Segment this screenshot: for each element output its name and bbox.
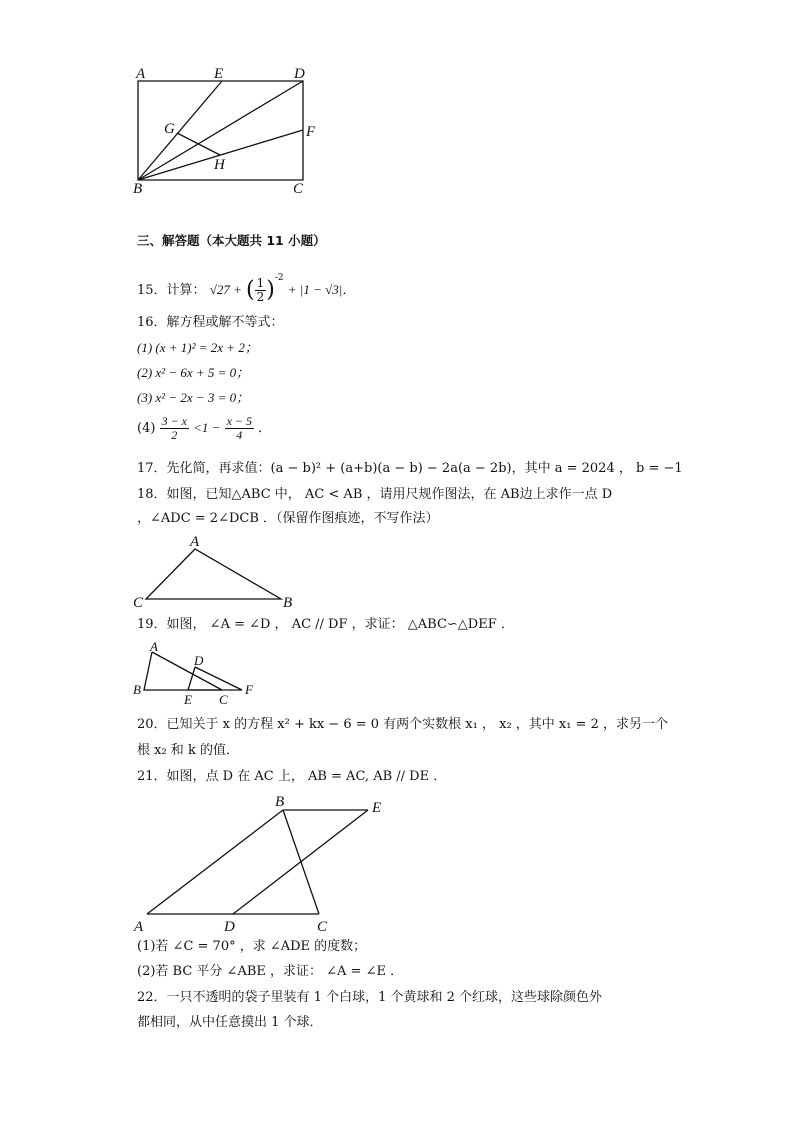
par-label-B: B <box>275 794 285 810</box>
q15-paren-close: ) <box>266 277 275 303</box>
label-D: D <box>294 66 305 82</box>
q15-expr-a: √27 + <box>209 282 242 297</box>
q16-part2: (2) x² − 6x + 5 = 0； <box>137 365 250 380</box>
question-17: 17．先化简，再求值：(a − b)² + (a+b)(a − b) − 2a(a − 2b)，其中 a = 2024 ， b = −1 <box>137 461 683 476</box>
q16-p4-num2: x − 5 <box>226 414 253 428</box>
q15-frac-den: 2 <box>256 290 265 304</box>
tri-label-A: A <box>190 534 200 550</box>
sim-label-D: D <box>194 653 204 668</box>
q18-line1: 18．如图，已知△ABC 中， AC < AB ，请用尺规作图法，在 AB边上求作一点 D <box>137 487 613 502</box>
segment-de <box>233 810 368 914</box>
q16-p4-frac1 <box>160 415 189 442</box>
q16-part1: (1) (x + 1)² = 2x + 2； <box>137 340 258 355</box>
label-C: C <box>293 181 304 197</box>
question-15 <box>137 274 355 304</box>
rectangle-figure <box>0 0 316 197</box>
q16-p4-label: (4) <box>137 421 156 437</box>
label-H: H <box>214 157 225 173</box>
tri-label-C: C <box>133 595 144 611</box>
section-heading: 三、解答题（本大题共 11 小题） <box>137 233 326 248</box>
segment-be <box>138 81 222 180</box>
tri-label-B: B <box>283 595 293 611</box>
sim-label-B: B <box>133 682 141 697</box>
par-label-A: A <box>134 919 144 935</box>
q20-line1: 20．已知关于 x 的方程 x² + kx − 6 = 0 有两个实数根 x₁ ， x₂ ，其中 x₁ = 2 ，求另一个 <box>137 717 669 732</box>
q15-lead: 15．计算： <box>137 283 206 298</box>
question-19: 19．如图， ∠A = ∠D ， AC // DF ，求证： △ABC∽△DEF ． <box>137 617 514 632</box>
par-label-C: C <box>317 919 328 935</box>
segment-ab <box>147 810 283 914</box>
q20-line2: 根 x₂ 和 k 的值． <box>137 743 239 758</box>
q16-part4 <box>137 415 271 442</box>
sim-label-E: E <box>184 692 192 707</box>
q21-part2: (2)若 BC 平分 ∠ABE ，求证： ∠A = ∠E ． <box>137 964 404 979</box>
q16-p4-end: ． <box>258 421 272 437</box>
label-F: F <box>306 124 316 140</box>
q15-fraction <box>255 277 267 304</box>
q16-lead: 16．解方程或解不等式： <box>137 315 284 330</box>
q21-part1: (1)若 ∠C = 70° ，求 ∠ADE 的度数； <box>137 939 367 954</box>
q15-exponent: -2 <box>274 273 284 283</box>
sim-label-F: F <box>245 682 253 697</box>
q16-p4-den2: 4 <box>236 428 243 443</box>
q15-paren-open: ( <box>246 277 255 303</box>
triangle-abc <box>146 549 281 599</box>
q16-p4-mid: <1 − <box>193 420 221 436</box>
q22-line1: 22．一只不透明的袋子里装有 1 个白球，1 个黄球和 2 个红球，这些球除颜色外 <box>137 990 603 1005</box>
triangle-abc-small <box>144 652 222 690</box>
q22-line2: 都相同，从中任意摸出 1 个球． <box>137 1015 323 1030</box>
segment-gh <box>177 133 220 155</box>
q15-frac-num: 1 <box>256 275 265 290</box>
q16-p4-num1: 3 − x <box>161 414 187 428</box>
q16-p4-den1: 2 <box>171 428 178 443</box>
label-B: B <box>133 181 143 197</box>
q16-p4-frac2 <box>225 415 254 442</box>
q16-part3: (3) x² − 2x − 3 = 0； <box>137 390 250 405</box>
label-E: E <box>214 66 224 82</box>
par-label-D: D <box>224 919 235 935</box>
q15-expr-b: + |1 − √3|． <box>287 282 356 297</box>
q21-lead: 21．如图，点 D 在 AC 上， AB = AC, AB // DE ． <box>137 769 447 784</box>
q18-line2: ，∠ADC = 2∠DCB ．（保留作图痕迹，不写作法） <box>137 511 439 526</box>
label-A: A <box>136 66 146 82</box>
sim-label-C: C <box>219 692 228 707</box>
par-label-E: E <box>372 800 382 816</box>
label-G: G <box>164 121 175 137</box>
sim-label-A: A <box>150 639 158 654</box>
